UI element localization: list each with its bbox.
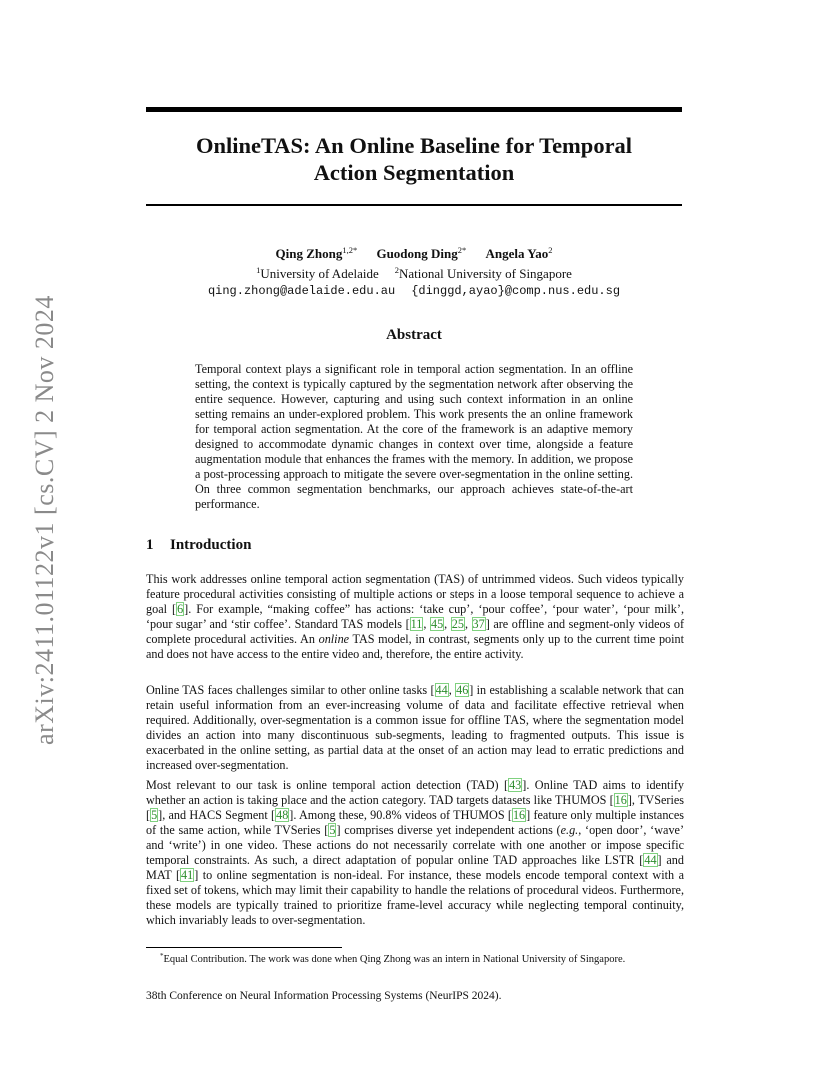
arxiv-identifier: arXiv:2411.01122v1 [cs.CV] 2 Nov 2024 bbox=[30, 295, 59, 745]
footnote-mark: * bbox=[160, 952, 164, 960]
author-1-sup: 1,2* bbox=[342, 245, 358, 255]
citation-link[interactable]: 25 bbox=[451, 617, 464, 631]
author-2: Guodong Ding bbox=[376, 246, 458, 261]
author-3-sup: 2 bbox=[548, 245, 553, 255]
emails bbox=[146, 282, 682, 299]
title-line-1: OnlineTAS: An Online Baseline for Temporal bbox=[195, 133, 633, 158]
section-number: 1 bbox=[146, 537, 154, 553]
citation-link[interactable]: 41 bbox=[181, 868, 194, 882]
author-3: Angela Yao bbox=[485, 246, 549, 261]
title-top-rule bbox=[146, 107, 682, 112]
paragraph-3: Most relevant to our task is online temporal action detection (TAD) [43]. Online TAD aims to identify whether an action is taking place and the action category. TAD targets datasets like THUMOS [16], TVSeries [5], and HACS Segment [48]. Among these, 90.8% videos of THUMOS [16] feature only multiple instances of the same action, while TVSeries [5] comprises diverse yet independent actions (e.g., ‘open door’, ‘wave’ and ‘write’) in one video. These actions do not necessarily correlate with one another or impose specific temporal constraints. As such, a direct adaptation of popular online TAD approaches like LSTR [44] and MAT [41] to online segmentation is non-ideal. For instance, these models encode temporal context with a fixed set of tokens, which may limit their capability to handle the relations of procedural videos. Furthermore, these models are typically trained to prioritize frame-level accuracy while neglecting temporal continuity, which invariably leads to over-segmentation. bbox=[146, 778, 685, 927]
citation-link[interactable]: 44 bbox=[435, 683, 448, 697]
arxiv-identifier-margin bbox=[22, 285, 59, 755]
affiliation-2-sup: 2 bbox=[394, 265, 399, 275]
citation-link[interactable]: 46 bbox=[456, 683, 469, 697]
citation-link[interactable]: 44 bbox=[644, 853, 657, 867]
abstract-text: Temporal context plays a significant role in temporal action segmentation. In an offline setting, the context is typically captured by the segmentation network after observing the entire sequence. However, capturing and using such context information in an online setting remains an under-explored problem. This work presents the an online framework for temporal action segmentation. At the core of the framework is an adaptive memory designed to accommodate dynamic changes in context over time, alongside a feature augmentation module that enhances the frames with the memory. In addition, we propose a post-processing approach to mitigate the severe over-segmentation in the online setting. On three common segmentation benchmarks, our approach achieves state-of-the-art performance. bbox=[195, 362, 633, 511]
citation-link[interactable]: 5 bbox=[329, 823, 336, 837]
author-block bbox=[146, 242, 682, 299]
author-2-sup: 2* bbox=[457, 245, 467, 255]
title-bottom-rule bbox=[146, 204, 682, 206]
citation-link[interactable]: 11 bbox=[410, 617, 423, 631]
affiliation-1-sup: 1 bbox=[256, 265, 261, 275]
citation-link[interactable]: 16 bbox=[512, 808, 526, 822]
abstract-heading: Abstract bbox=[386, 327, 442, 343]
email-1[interactable]: qing.zhong@adelaide.edu.au bbox=[207, 284, 396, 298]
paper-title bbox=[146, 132, 682, 186]
citation-link[interactable]: 5 bbox=[151, 808, 158, 822]
affiliation-1: University of Adelaide bbox=[260, 266, 379, 281]
citation-link[interactable]: 16 bbox=[614, 793, 627, 807]
citation-link[interactable]: 37 bbox=[472, 617, 485, 631]
section-heading bbox=[146, 537, 251, 554]
title-line-2: Action Segmentation bbox=[313, 160, 515, 185]
conference-note: 38th Conference on Neural Information Processing Systems (NeurIPS 2024). bbox=[146, 990, 502, 1002]
footnote bbox=[160, 950, 690, 966]
affiliations bbox=[146, 262, 682, 282]
paragraph-1: This work addresses online temporal action segmentation (TAS) of untrimmed videos. Such videos typically feature procedural activities consisting of multiple actions or steps in a loose temporal sequence to achieve a goal [6]. For example, “making coffee” has actions: ‘take cup’, ‘pour coffee’, ‘pour water’, ‘pour milk’, ‘pour sugar’ and ‘stir coffee’. Standard TAS models [11, 45, 25, 37] are offline and segment-only videos of complete procedural activities. An online TAS model, in contrast, segments only up to the current time point and does not have access to the entire video and, therefore, the entire activity. bbox=[146, 572, 685, 661]
footnote-rule bbox=[146, 947, 342, 948]
citation-link[interactable]: 43 bbox=[509, 778, 522, 792]
citation-link[interactable]: 45 bbox=[430, 617, 444, 631]
citation-link[interactable]: 48 bbox=[276, 808, 289, 822]
email-2[interactable]: {dinggd,ayao}@comp.nus.edu.sg bbox=[411, 284, 621, 298]
author-1: Qing Zhong bbox=[275, 246, 343, 261]
section-title: Introduction bbox=[170, 537, 252, 553]
footnote-text: Equal Contribution. The work was done when Qing Zhong was an intern in National University of Singapore. bbox=[163, 954, 626, 965]
paragraph-2: Online TAS faces challenges similar to other online tasks [44, 46] in establishing a scalable network that can retain useful information from an ever-increasing volume of data and facilitate effective retrieval when required. Additionally, over-segmentation is a common issue for offline TAS, where the segmentation model divides an action into many discontinuous sub-segments, leading to fragmented outputs. This issue is exacerbated in the online setting, as partial data at the onset of an action may lead to erratic predictions and increased over-segmentation. bbox=[146, 683, 685, 772]
author-names bbox=[146, 242, 682, 262]
citation-link[interactable]: 6 bbox=[177, 602, 184, 616]
affiliation-2: National University of Singapore bbox=[398, 266, 572, 281]
